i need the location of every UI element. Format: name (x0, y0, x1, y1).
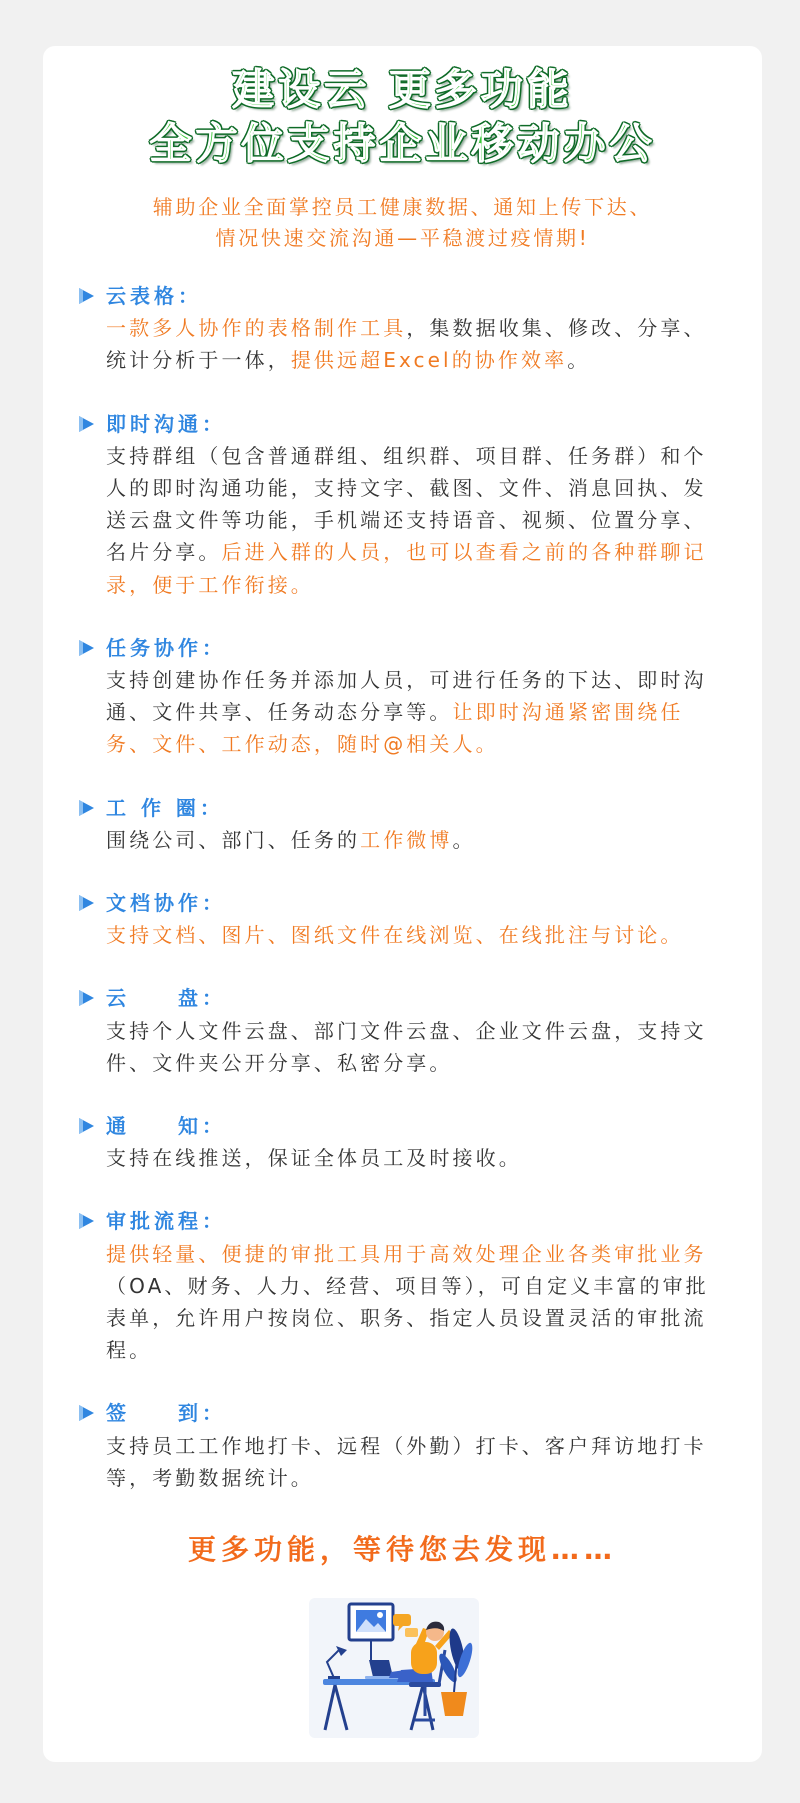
triangle-bullet-icon (77, 989, 95, 1007)
page-title (43, 63, 762, 171)
text-segment: （OA、财务、人力、经营、项目等），可自定义丰富的审批表单，允许用户按岗位、职务、指定人员设置灵活的审批流程。 (106, 1273, 709, 1363)
title-line-2: 全方位支持企业移动办公 (149, 119, 656, 168)
text-segment: 支持在线推送，保证全体员工及时接收。 (106, 1146, 522, 1171)
triangle-bullet-icon (77, 799, 95, 817)
triangle-bullet-icon (77, 894, 95, 912)
feature-heading: 签 到： (106, 1401, 226, 1426)
text-segment: ，集数据收集、修改、分享、统计分析于一体， (106, 316, 707, 373)
text-segment: 支持创建协作任务并添加人员，可进行任务的下达、即时沟通、文件共享、任务动态分享等。 (106, 668, 707, 725)
feature-heading: 文档协作： (106, 891, 226, 916)
feature-heading: 即时沟通： (106, 411, 226, 436)
feature-approval-flow (77, 1205, 727, 1366)
workspace-illustration (305, 1598, 483, 1738)
triangle-bullet-icon (77, 415, 95, 433)
feature-description (106, 312, 710, 376)
feature-description (106, 919, 710, 951)
footer-slogan: 更多功能，等待您去发现…… (187, 1533, 617, 1566)
feature-cloud-sheet (77, 280, 727, 377)
feature-heading: 云 盘： (106, 986, 226, 1011)
feature-document-collaboration (77, 887, 727, 951)
feature-description (106, 1430, 710, 1494)
subtitle-line-2: 情况快速交流沟通—平稳渡过疫情期! (215, 226, 590, 250)
text-segment: 一款多人协作的表格制作工具 (106, 316, 407, 341)
feature-check-in (77, 1397, 727, 1494)
text-segment: 提供轻量、便捷的审批工具用于高效处理企业各类审批业务 (106, 1241, 707, 1266)
feature-description (106, 1015, 710, 1079)
subtitle-line-1: 辅助企业全面掌控员工健康数据、通知上传下达、 (152, 195, 653, 219)
triangle-bullet-icon (77, 1404, 95, 1422)
feature-heading: 通 知： (106, 1114, 226, 1139)
feature-description (106, 1142, 710, 1174)
feature-list (77, 280, 727, 1525)
feature-work-circle (77, 792, 727, 856)
triangle-bullet-icon (77, 1212, 95, 1230)
triangle-bullet-icon (77, 287, 95, 305)
feature-heading: 任务协作： (106, 635, 226, 660)
feature-instant-messaging (77, 408, 727, 601)
feature-description (106, 1238, 710, 1367)
text-segment: 围绕公司、部门、任务的 (106, 827, 361, 852)
title-line-1: 建设云 更多功能 (232, 65, 573, 114)
feature-task-collaboration (77, 632, 727, 761)
text-segment: 。 (452, 827, 476, 852)
feature-description (106, 824, 710, 856)
triangle-bullet-icon (77, 639, 95, 657)
text-segment: 后进入群的人员，也可以查看之前的各种群聊记录，便于工作衔接。 (106, 540, 707, 597)
subtitle (43, 192, 762, 254)
text-segment: 让即时沟通紧密围绕任务、文件、工作动态，随时@相关人。 (106, 700, 684, 757)
feature-heading: 云表格： (106, 284, 202, 308)
text-segment: 支持员工工作地打卡、远程（外勤）打卡、客户拜访地打卡等，考勤数据统计。 (106, 1433, 707, 1490)
feature-notification (77, 1110, 727, 1174)
text-segment: 支持个人文件云盘、部门文件云盘、企业文件云盘，支持文件、文件夹公开分享、私密分享。 (106, 1018, 707, 1075)
feature-heading: 审批流程： (106, 1209, 226, 1234)
text-segment: 。 (567, 348, 591, 373)
triangle-bullet-icon (77, 1117, 95, 1135)
content-card (43, 46, 762, 1762)
feature-description (106, 440, 710, 601)
text-segment: 提供远超Excel的协作效率 (290, 348, 568, 373)
text-segment: 支持文档、图片、图纸文件在线浏览、在线批注与讨论。 (106, 923, 684, 948)
feature-heading: 工 作 圈： (106, 795, 224, 820)
text-segment: 工作微博 (360, 827, 453, 852)
text-segment: 支持群组（包含普通群组、组织群、项目群、任务群）和个人的即时沟通功能，支持文字、截图、文件、消息回执、发送云盘文件等功能，手机端还支持语音、视频、位置分享、名片分享。 (106, 443, 707, 565)
feature-cloud-disk (77, 982, 727, 1079)
feature-description (106, 664, 710, 761)
